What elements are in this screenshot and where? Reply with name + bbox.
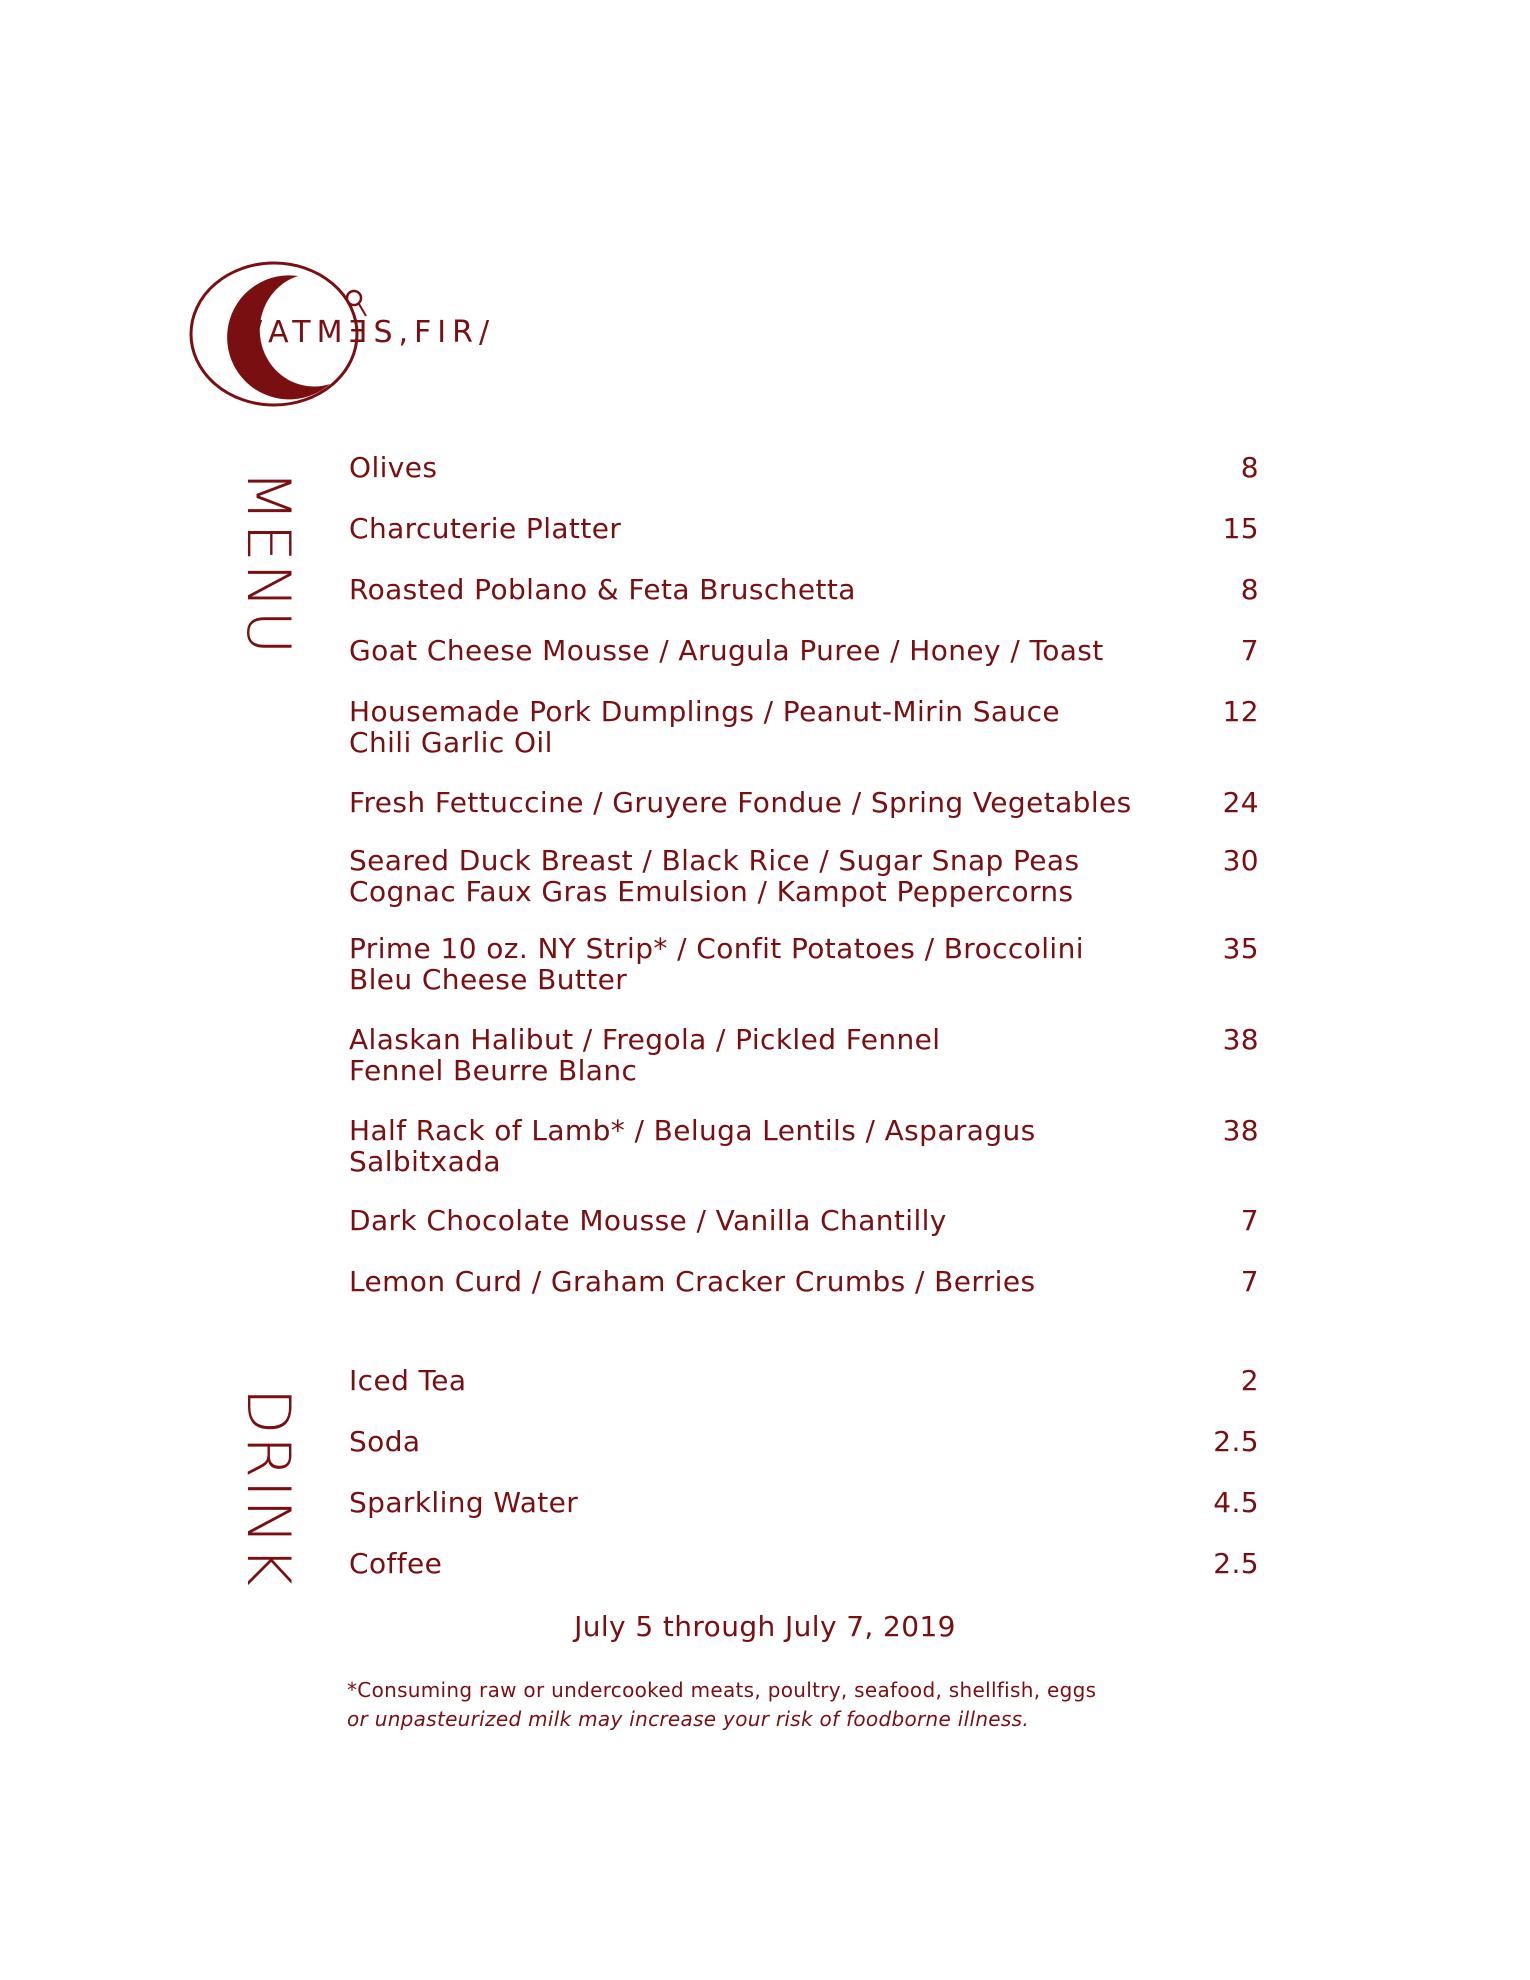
menu-item-name: Olives <box>349 451 438 484</box>
menu-item-price: 24 <box>1222 786 1259 819</box>
menu-item-price: 8 <box>1240 573 1259 606</box>
menu-item-price: 38 <box>1222 1023 1259 1056</box>
menu-item-price: 8 <box>1240 451 1259 484</box>
logo-wordmark: /ATMƎS,FIR/ <box>252 315 496 350</box>
drink-item-price: 4.5 <box>1213 1486 1259 1519</box>
menu-item-price: 12 <box>1222 695 1259 728</box>
menu-item <box>349 1024 1259 1086</box>
menu-item <box>349 452 1259 483</box>
menu-item-price: 7 <box>1240 1204 1259 1237</box>
menu-section-label: MENU <box>233 470 303 657</box>
menu-item-name: Dark Chocolate Mousse / Vanilla Chantilly <box>349 1204 947 1237</box>
menu-item <box>349 845 1259 907</box>
menu-item <box>349 787 1259 818</box>
menu-dates: July 5 through July 7, 2019 <box>574 1610 956 1643</box>
menu-item <box>349 574 1259 605</box>
menu-item-name: Prime 10 oz. NY Strip* / Confit Potatoes / Broccolini <box>349 932 1084 965</box>
menu-item-price: 35 <box>1222 932 1259 965</box>
menu-item-name: Half Rack of Lamb* / Beluga Lentils / Asparagus <box>349 1114 1036 1147</box>
food-safety-disclaimer <box>347 1676 1096 1734</box>
drink-section-label: DRINK <box>233 1388 303 1588</box>
restaurant-logo <box>188 258 548 414</box>
menu-item-subline: Salbitxada <box>349 1145 501 1178</box>
menu-item <box>349 696 1259 758</box>
menu-item-price: 7 <box>1240 1265 1259 1298</box>
menu-item-price: 7 <box>1240 634 1259 667</box>
drink-item-name: Sparkling Water <box>349 1486 579 1519</box>
menu-item-name: Charcuterie Platter <box>349 512 622 545</box>
menu-item-name: Goat Cheese Mousse / Arugula Puree / Honey / Toast <box>349 634 1104 667</box>
drink-item <box>349 1365 1259 1396</box>
drink-item-name: Iced Tea <box>349 1364 467 1397</box>
menu-item-subline: Cognac Faux Gras Emulsion / Kampot Peppercorns <box>349 875 1074 908</box>
menu-item-name: Housemade Pork Dumplings / Peanut-Mirin Sauce <box>349 695 1060 728</box>
logo-emblem-icon <box>188 258 548 414</box>
disclaimer-line-1: *Consuming raw or undercooked meats, poultry, seafood, shellfish, eggs <box>347 1678 1097 1702</box>
menu-item-name: Fresh Fettuccine / Gruyere Fondue / Spring Vegetables <box>349 786 1132 819</box>
drink-item-name: Soda <box>349 1425 421 1458</box>
menu-item-name: Lemon Curd / Graham Cracker Crumbs / Berries <box>349 1265 1036 1298</box>
drink-item <box>349 1487 1259 1518</box>
drink-item <box>349 1548 1259 1579</box>
menu-item-price: 30 <box>1222 844 1259 877</box>
menu-item-subline: Fennel Beurre Blanc <box>349 1054 638 1087</box>
drink-item-price: 2.5 <box>1213 1547 1259 1580</box>
menu-item <box>349 513 1259 544</box>
disclaimer-line-2: or unpasteurized milk may increase your risk of foodborne illness. <box>347 1707 1030 1731</box>
menu-item-subline: Chili Garlic Oil <box>349 726 553 759</box>
menu-item-subline: Bleu Cheese Butter <box>349 963 628 996</box>
drink-item <box>349 1426 1259 1457</box>
menu-item-name: Alaskan Halibut / Fregola / Pickled Fennel <box>349 1023 941 1056</box>
menu-item <box>349 1266 1259 1297</box>
menu-item-price: 38 <box>1222 1114 1259 1147</box>
menu-item-name: Roasted Poblano & Feta Bruschetta <box>349 573 856 606</box>
menu-item <box>349 1115 1259 1177</box>
drink-item-price: 2.5 <box>1213 1425 1259 1458</box>
menu-item <box>349 1205 1259 1236</box>
drink-item-price: 2 <box>1240 1364 1259 1397</box>
menu-item <box>349 933 1259 995</box>
menu-item-name: Seared Duck Breast / Black Rice / Sugar Snap Peas <box>349 844 1080 877</box>
drink-item-name: Coffee <box>349 1547 443 1580</box>
menu-item-price: 15 <box>1222 512 1259 545</box>
menu-item <box>349 635 1259 666</box>
